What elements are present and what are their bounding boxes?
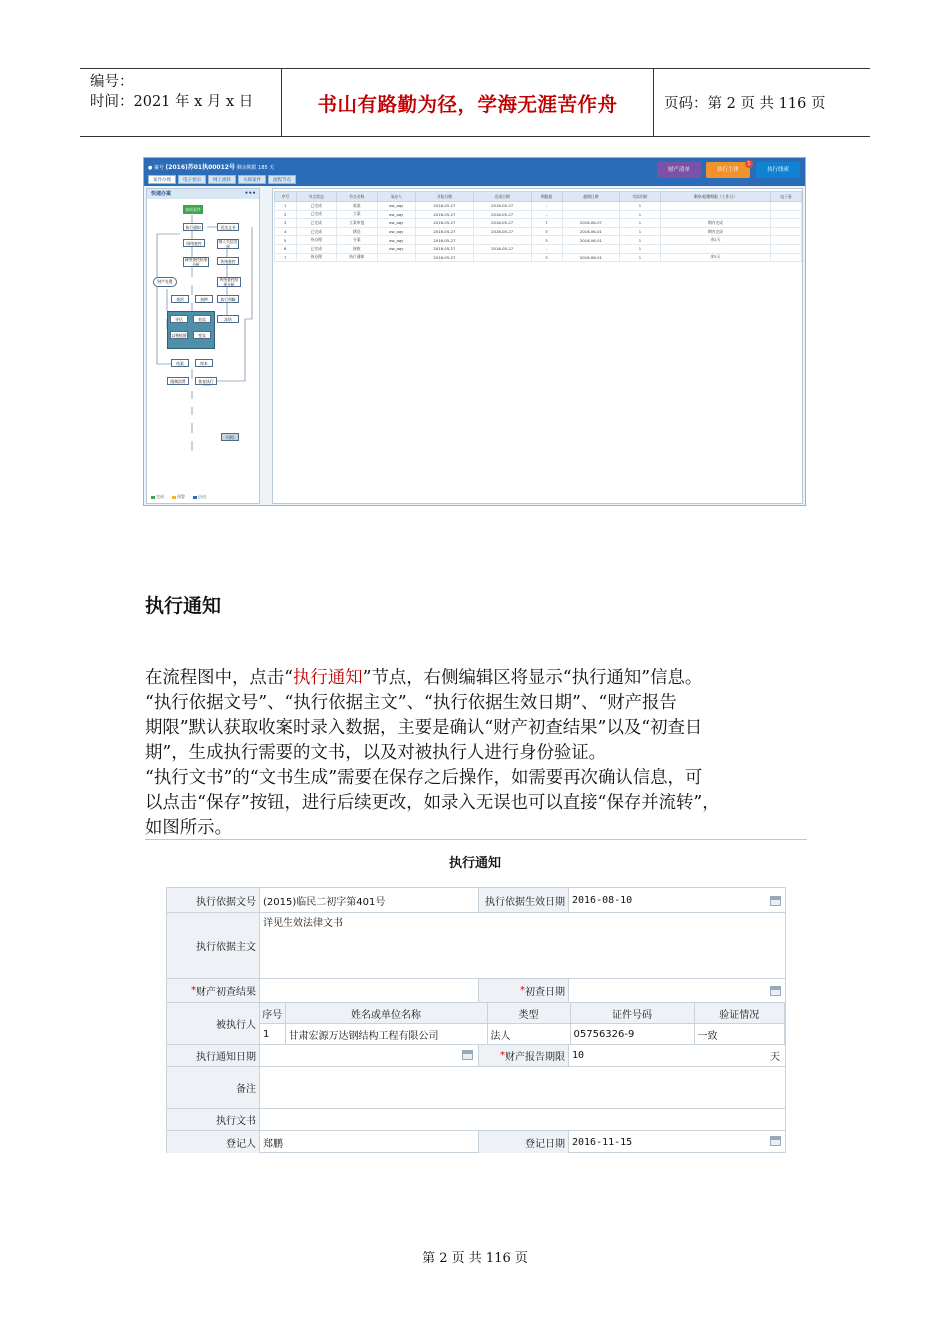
- flow-node[interactable]: 纳入失信名单: [218, 239, 238, 249]
- cell: 余2天: [660, 253, 770, 262]
- notification-badge: 1: [745, 160, 753, 168]
- cell: 7: [531, 219, 562, 228]
- divider: [145, 839, 807, 840]
- cell: 待办理: [296, 236, 337, 245]
- cell: 2016-05-27: [473, 202, 531, 211]
- col-header: 验证情况: [694, 1003, 785, 1024]
- quick-case-title: 快速办案: [151, 191, 172, 197]
- col-header: 姓名或单位名称: [285, 1003, 487, 1024]
- table-row[interactable]: [275, 210, 802, 219]
- calendar-icon[interactable]: [770, 1136, 781, 1146]
- flow-node[interactable]: 归档: [221, 433, 239, 441]
- cell: 1: [620, 202, 661, 211]
- header-number: 编号：: [90, 74, 134, 90]
- tab-related-cases[interactable]: 关联案件: [238, 175, 266, 184]
- tab-case-handling[interactable]: 案件办理: [148, 175, 176, 184]
- form-row: [167, 1131, 785, 1153]
- cell: 待办理: [296, 253, 337, 262]
- text-run: 在流程图中，点击“: [145, 668, 294, 688]
- flow-node[interactable]: 扣押: [195, 295, 213, 303]
- document-field[interactable]: [260, 1109, 780, 1130]
- form-row: [167, 913, 785, 979]
- cell: 7: [275, 253, 297, 262]
- form-row: [167, 979, 785, 1003]
- tab-process-nodes[interactable]: 流程节点: [268, 175, 296, 184]
- paragraph-line: 以点击“保存”按钮，进行后续更改，如录入无误也可以直接“保存并流转”，: [145, 793, 720, 813]
- cell: 已完成: [296, 227, 337, 236]
- col-header: 期限值: [531, 192, 562, 202]
- calendar-icon[interactable]: [770, 896, 781, 906]
- cell: [770, 253, 801, 262]
- table-row[interactable]: [275, 253, 802, 262]
- execution-notice-form: [166, 887, 786, 1153]
- cell: 2016-05-27: [473, 227, 531, 236]
- basis-text-label: 执行依据主文: [167, 913, 260, 978]
- highlight-text: 执行通知: [293, 668, 363, 688]
- cell: 接收: [337, 244, 378, 253]
- quick-case-header: [147, 189, 259, 199]
- executee-label: 被执行人: [167, 1003, 260, 1044]
- cell: 4: [275, 227, 297, 236]
- cell: [770, 244, 801, 253]
- cell: 2016-06-01: [562, 236, 620, 245]
- node-table-header: [275, 192, 802, 202]
- page-footer: 第 2 页 共 116 页: [422, 1251, 528, 1266]
- cell: 2016-05-27: [416, 244, 474, 253]
- initial-date-field[interactable]: [569, 979, 769, 1002]
- header-time: 时间：2021 年 x 月 x 日: [90, 94, 254, 110]
- cell: 2016-05-27: [473, 210, 531, 219]
- form-row: [167, 1109, 785, 1131]
- cell: [562, 210, 620, 219]
- remark-field[interactable]: [260, 1067, 780, 1108]
- cell: [770, 210, 801, 219]
- form-row: [167, 888, 785, 913]
- basis-no-label: 执行依据文号: [167, 888, 260, 912]
- registrant-label: 登记人: [167, 1131, 260, 1153]
- calendar-icon[interactable]: [770, 986, 781, 996]
- cell: aw_aqy: [377, 219, 416, 228]
- paragraph-line: “执行文书”的“文书生成”需要在保存之后操作，如需要再次确认信息，可: [145, 768, 703, 788]
- effective-date-field[interactable]: 2016-08-10: [572, 894, 633, 906]
- cell: 2016-05-27: [473, 244, 531, 253]
- legend-done: 完成: [151, 494, 164, 500]
- paragraph-line: [145, 666, 815, 691]
- cell: -: [531, 244, 562, 253]
- flow-legend: [151, 494, 206, 500]
- cell: dw_aqy: [377, 244, 416, 253]
- initial-result-label: [167, 979, 260, 1002]
- cell: 1: [620, 236, 661, 245]
- report-deadline-field[interactable]: 10: [572, 1050, 585, 1061]
- basis-no-field[interactable]: (2015)临民二初字第401号: [263, 896, 386, 908]
- quick-case-panel: [146, 188, 260, 504]
- cell: 立案: [337, 210, 378, 219]
- flow-node[interactable]: 恢复执行: [195, 377, 217, 385]
- flow-node[interactable]: 冻结: [217, 315, 239, 323]
- col-header: 实际用时: [620, 192, 661, 202]
- cell: aw_aqy: [377, 202, 416, 211]
- legend-warning: 预警: [172, 494, 185, 500]
- flow-node[interactable]: 以物抵债: [171, 333, 187, 338]
- cell: [377, 253, 416, 262]
- text-run: ”节点，右侧编辑区将显示“执行通知”信息。: [362, 668, 703, 688]
- required-mark: *: [500, 1050, 505, 1061]
- cell: 已完成: [296, 210, 337, 219]
- cell: 1: [260, 1024, 285, 1045]
- cell: 2016-05-27: [416, 253, 474, 262]
- col-header: 电子卷: [770, 192, 801, 202]
- cell: 余2天: [660, 236, 770, 245]
- more-icon[interactable]: •••: [244, 190, 256, 197]
- cell: 期内完成: [660, 227, 770, 236]
- flow-node[interactable]: 评估: [170, 315, 188, 323]
- cell: [770, 202, 801, 211]
- label-text: 财产报告期限: [505, 1052, 565, 1063]
- table-row[interactable]: [275, 244, 802, 253]
- cell: 2016-05-27: [416, 219, 474, 228]
- cell: 3: [531, 236, 562, 245]
- cell: 2016-06-07: [562, 219, 620, 228]
- cell: 一致: [694, 1024, 785, 1045]
- document-label: 执行文书: [167, 1109, 260, 1130]
- flow-node[interactable]: 限制消费: [167, 377, 189, 385]
- label-text: 初查日期: [525, 987, 565, 998]
- col-header: 类型: [487, 1003, 570, 1024]
- cell: 期内完成: [660, 219, 770, 228]
- cell: 5: [275, 236, 297, 245]
- cell: 2: [275, 210, 297, 219]
- cell: aw_aqy: [377, 210, 416, 219]
- executee-header-row: [260, 1003, 785, 1024]
- flow-node[interactable]: 传统查控: [217, 257, 239, 265]
- case-app-screenshot: [143, 157, 806, 506]
- cell: 移送: [337, 227, 378, 236]
- initial-date-label: [478, 979, 569, 1002]
- cell: 已完成: [296, 202, 337, 211]
- cell: 2016-05-27: [416, 236, 474, 245]
- report-deadline-label: [478, 1045, 569, 1066]
- section-title: 执行通知: [145, 595, 222, 617]
- page-header: [80, 68, 870, 137]
- cell: 3: [275, 219, 297, 228]
- cell: 1: [275, 202, 297, 211]
- cell: 1: [620, 210, 661, 219]
- paragraph-line: 期限”默认获取收案时录入数据，主要是确认“财产初查结果”以及“初查日: [145, 718, 703, 738]
- col-header: 节点状态: [296, 192, 337, 202]
- cell: 2016-05-27: [416, 227, 474, 236]
- cell: [660, 244, 770, 253]
- register-date-field[interactable]: 2016-11-15: [572, 1136, 633, 1148]
- remark-label: 备注: [167, 1067, 260, 1108]
- cell: 2016-06-01: [562, 227, 620, 236]
- flow-node[interactable]: 查封: [171, 295, 189, 303]
- flow-node[interactable]: 网络查控: [183, 239, 205, 247]
- basis-text-field[interactable]: 详见生效法律文书: [263, 918, 343, 929]
- registrant-field[interactable]: 郑鹏: [263, 1138, 283, 1150]
- register-date-label: 登记日期: [478, 1131, 569, 1153]
- paragraph-line: “执行依据文号”、“执行依据主文”、“执行依据生效日期”、“财产报告: [145, 693, 677, 713]
- case-label: ● 案号: [148, 165, 164, 171]
- table-row[interactable]: [275, 202, 802, 211]
- col-header: 证件号码: [570, 1003, 694, 1024]
- legend-started: 启动: [193, 494, 206, 500]
- node-table: [274, 191, 802, 262]
- cell: [660, 202, 770, 211]
- form-title: 执行通知: [448, 856, 501, 871]
- flow-node[interactable]: 变卖: [193, 331, 211, 339]
- required-mark: *: [191, 985, 196, 996]
- col-header: 序号: [275, 192, 297, 202]
- cell: 05756326-9: [570, 1024, 694, 1045]
- cell: 已完成: [296, 219, 337, 228]
- cell: 1: [620, 219, 661, 228]
- cell: [562, 202, 620, 211]
- app-case-title: [148, 162, 274, 171]
- header-meta: [80, 69, 282, 136]
- cell: -: [531, 210, 562, 219]
- cell: 1: [620, 227, 661, 236]
- node-table-panel: [272, 188, 803, 504]
- cell: [562, 244, 620, 253]
- cell: 6: [275, 244, 297, 253]
- cell: 1: [620, 253, 661, 262]
- cell: 甘肃宏源万达钢结构工程有限公司: [285, 1024, 487, 1045]
- form-row: [167, 1067, 785, 1109]
- flow-node[interactable]: 结案: [171, 359, 189, 367]
- notice-date-field[interactable]: [260, 1045, 460, 1066]
- calendar-icon[interactable]: [462, 1050, 473, 1060]
- cell: 3: [531, 253, 562, 262]
- flow-node[interactable]: 拍卖: [193, 315, 211, 323]
- col-header: 完成日期: [473, 192, 531, 202]
- cell: 分案: [337, 236, 378, 245]
- form-row: [167, 1045, 785, 1067]
- paragraph-line: 期”，生成执行需要的文书，以及对被执行人进行身份验证。: [145, 743, 607, 763]
- cell: [770, 227, 801, 236]
- flow-node[interactable]: 接收案件: [183, 205, 203, 214]
- cell: 已完成: [296, 244, 337, 253]
- cell: 1: [620, 244, 661, 253]
- flow-nodes: [147, 199, 259, 495]
- cell: 2016-05-27: [416, 202, 474, 211]
- table-row[interactable]: [260, 1024, 785, 1045]
- cell: -: [531, 202, 562, 211]
- execution-clue-button[interactable]: 执行线索: [756, 162, 800, 178]
- app-toolbar: [144, 158, 805, 186]
- property-list-button[interactable]: 财产清单: [657, 162, 701, 178]
- report-deadline-unit: 天: [770, 1052, 780, 1063]
- app-tabs: [148, 175, 296, 184]
- cell: [473, 253, 531, 262]
- flow-node[interactable]: 执行通知: [183, 223, 203, 231]
- cell: aw_aqy: [377, 227, 416, 236]
- table-row[interactable]: [275, 236, 802, 245]
- cell: [660, 210, 770, 219]
- cell: 法人: [487, 1024, 570, 1045]
- col-header: 剩余/超期期限（工作日）: [660, 192, 770, 202]
- flow-node[interactable]: 终本: [195, 359, 213, 367]
- cell: 立案审批: [337, 219, 378, 228]
- cell: [473, 236, 531, 245]
- col-header: 承办人: [377, 192, 416, 202]
- days-remaining: 剩余期限 185 天: [236, 165, 275, 171]
- case-number: (2016)苏01执00012号: [165, 164, 235, 171]
- flow-node[interactable]: 执行和解: [217, 295, 239, 303]
- notice-date-label: 执行通知日期: [167, 1045, 260, 1066]
- cell: 2016-05-27: [473, 219, 531, 228]
- cell: 执行通知: [337, 253, 378, 262]
- paragraph-line: 如图所示。: [145, 818, 232, 838]
- col-header: 开始日期: [416, 192, 474, 202]
- cell: 收案: [337, 202, 378, 211]
- required-mark: *: [520, 985, 525, 996]
- execution-subject-button[interactable]: 执行主体: [706, 162, 750, 178]
- initial-result-field[interactable]: [260, 979, 478, 1002]
- header-motto: 书山有路勤为径，学海无涯苦作舟: [282, 69, 654, 136]
- col-header: 超期日期: [562, 192, 620, 202]
- col-header: 节点名称: [337, 192, 378, 202]
- flow-node[interactable]: 送达文书: [217, 223, 239, 231]
- cell: 2016-05-27: [416, 210, 474, 219]
- cell: [770, 219, 801, 228]
- cell: 2016-06-01: [562, 253, 620, 262]
- header-page-info: 页码：第 2 页 共 116 页: [664, 96, 826, 112]
- node-table-body: [275, 202, 802, 262]
- flow-node[interactable]: 网络查控结果分析: [184, 257, 208, 267]
- tab-e-dossier[interactable]: 电子卷宗: [178, 175, 206, 184]
- label-text: 财产初查结果: [196, 987, 256, 998]
- table-row[interactable]: [275, 219, 802, 228]
- cell: [770, 236, 801, 245]
- form-row: [167, 1003, 785, 1045]
- effective-date-label: 执行依据生效日期: [478, 888, 569, 912]
- col-header: 序号: [260, 1003, 285, 1024]
- table-row[interactable]: [275, 227, 802, 236]
- flow-node[interactable]: 财产处置: [153, 277, 177, 287]
- executee-table: [260, 1003, 785, 1044]
- flow-node[interactable]: 传统查控结果分析: [217, 277, 241, 287]
- cell: 3: [531, 227, 562, 236]
- cell: aw_aqy: [377, 236, 416, 245]
- tab-online-transfer[interactable]: 网上流转: [208, 175, 236, 184]
